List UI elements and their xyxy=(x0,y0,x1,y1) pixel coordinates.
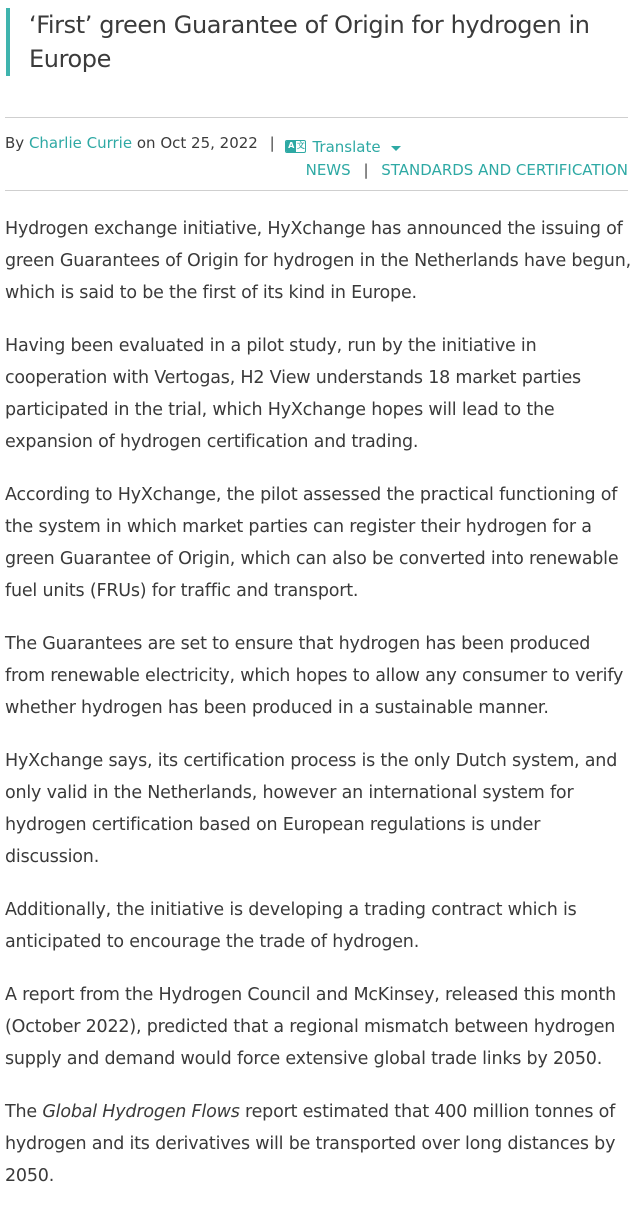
article-paragraph: Additionally, the initiative is developing a trading contract which is anticipated to encourage the trade of hydrogen. xyxy=(5,900,577,952)
translate-icon: A 文 xyxy=(285,140,306,153)
byline-separator: | xyxy=(269,134,275,152)
article-paragraph: HyXchange says, its certification process is the only Dutch system, and only valid in the Netherlands, however an international system for hydrogen certification based on European regulations is under discussion. xyxy=(5,751,618,867)
translate-label: Translate xyxy=(312,137,381,156)
divider-bottom xyxy=(5,190,628,191)
paragraph-text: The xyxy=(5,1102,43,1122)
report-title: Global Hydrogen Flows xyxy=(42,1102,240,1122)
tag-news[interactable]: NEWS xyxy=(305,161,351,179)
category-tags xyxy=(306,158,628,182)
byline-by: By xyxy=(5,134,25,152)
byline-on: on xyxy=(136,134,156,152)
tag-standards-and-certification[interactable]: STANDARDS AND CERTIFICATION xyxy=(381,161,628,179)
tag-separator: | xyxy=(363,161,369,179)
chevron-down-icon xyxy=(391,146,401,151)
post-date: Oct 25, 2022 xyxy=(160,134,258,152)
article-paragraph: According to HyXchange, the pilot assessed the practical functioning of the system in which market parties can register their hydrogen for a green Guarantee of Origin, which can also be converted into renewable fuel units (FRUs) for traffic and transport. xyxy=(5,485,619,601)
divider-top xyxy=(5,117,628,118)
paragraph-text: report estimated that 400 million tonnes of hydrogen and its derivatives will be transported over long distances by 2050. xyxy=(5,1102,616,1186)
byline xyxy=(5,131,628,155)
article-paragraph-last xyxy=(5,1096,631,1192)
page-title: ‘First’ green Guarantee of Origin for hydrogen in Europe xyxy=(29,11,590,73)
article-paragraph: A report from the Hydrogen Council and McKinsey, released this month (October 2022), predicted that a regional mismatch between hydrogen supply and demand would force extensive global trade links by 2050. xyxy=(5,985,616,1069)
title-block xyxy=(6,8,634,76)
article-body xyxy=(5,213,631,1213)
article-paragraph: Hydrogen exchange initiative, HyXchange has announced the issuing of green Guarantees of Origin for hydrogen in the Netherlands have begun, which is said to be the first of its kind in Europe. xyxy=(5,219,631,303)
translate-dropdown[interactable] xyxy=(285,135,400,159)
article-paragraph: The Guarantees are set to ensure that hydrogen has been produced from renewable electricity, which hopes to allow any consumer to verify whether hydrogen has been produced in a sustainable manner. xyxy=(5,634,624,718)
article-paragraph: Having been evaluated in a pilot study, run by the initiative in cooperation with Vertogas, H2 View understands 18 market parties participated in the trial, which HyXchange hopes will lead to the expansion of hydrogen certification and trading. xyxy=(5,336,581,452)
author-link[interactable]: Charlie Currie xyxy=(28,134,133,152)
